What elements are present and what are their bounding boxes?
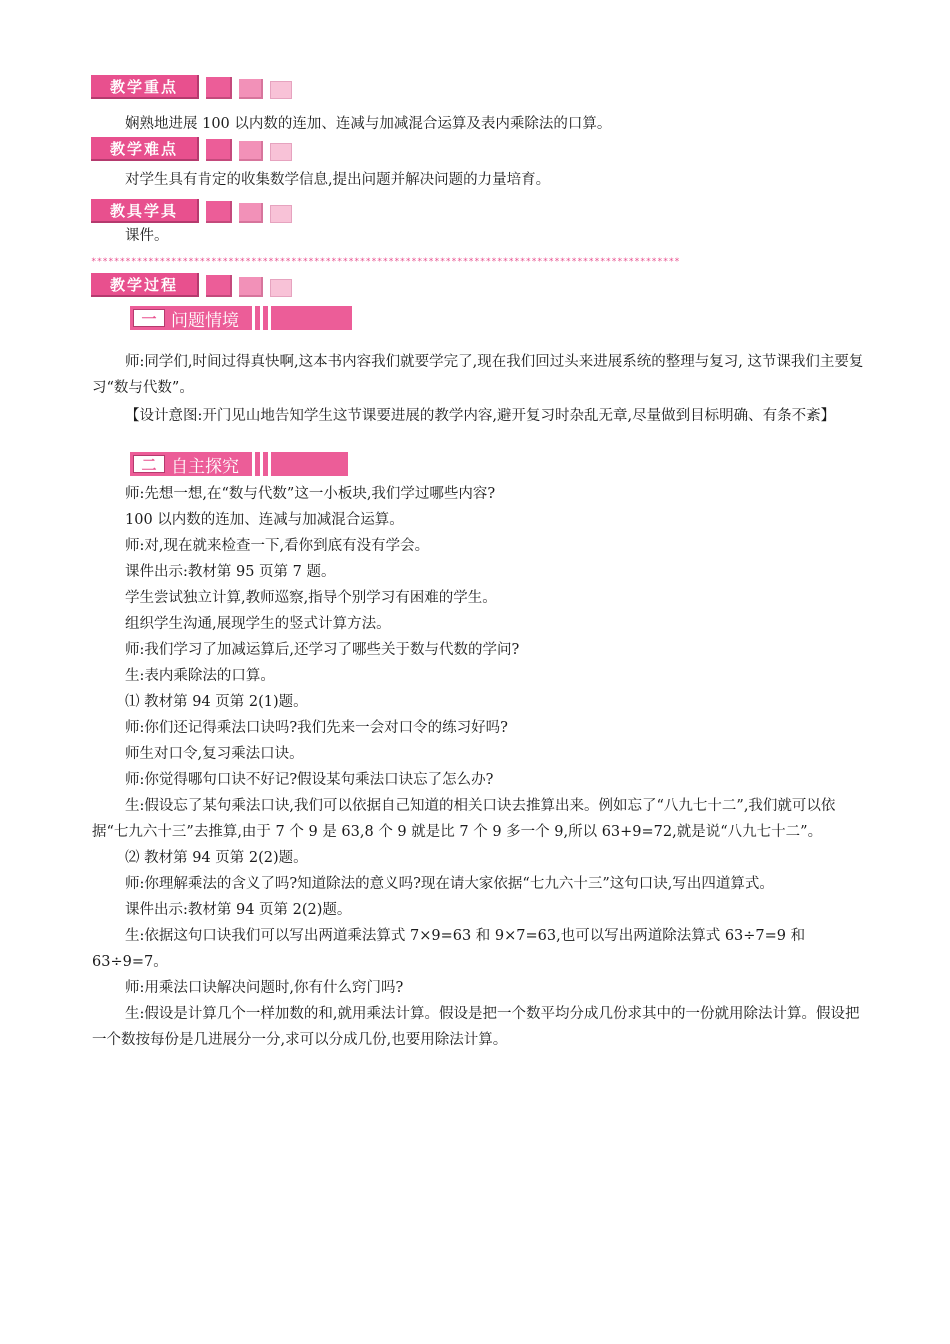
section-header-key-points bbox=[91, 73, 292, 99]
header-square-icon bbox=[239, 277, 263, 297]
header-square-icon bbox=[239, 141, 263, 161]
subheading-title: 自主探究 bbox=[171, 456, 239, 477]
stripes-decoration-icon bbox=[247, 306, 271, 330]
subheading-number: 一 bbox=[133, 309, 165, 327]
section-header-aids bbox=[91, 197, 292, 223]
paragraph: 师:你觉得哪句口诀不好记?假设某句乘法口诀忘了怎么办? bbox=[125, 772, 494, 788]
paragraph: 师生对口令,复习乘法口诀。 bbox=[125, 746, 304, 762]
subheading-self-exploration bbox=[130, 452, 348, 476]
star-divider: ******************************************************************************************************* bbox=[91, 257, 680, 267]
subheading-number: 二 bbox=[133, 455, 165, 473]
paragraph: 师:对,现在就来检查一下,看你到底有没有学会。 bbox=[125, 538, 430, 554]
header-square-icon bbox=[206, 275, 232, 297]
paragraph: 师:你理解乘法的含义了吗?知道除法的意义吗?现在请大家依据“七九六十三”这句口诀,写出四道算式。 bbox=[125, 876, 774, 892]
paragraph: 师:先想一想,在“数与代数”这一小板块,我们学过哪些内容? bbox=[125, 486, 496, 502]
paragraph-group-b bbox=[92, 481, 868, 1053]
stripes-decoration-icon bbox=[247, 452, 271, 476]
header-square-icon bbox=[206, 77, 232, 99]
paragraph: 生:假设是计算几个一样加数的和,就用乘法计算。假设是把一个数平均分成几份求其中的一份就用除法计算。假设把一个数按每份是几进展分一分,求可以分成几份,也要用除法计算。 bbox=[92, 1006, 860, 1048]
paragraph: 师:我们学习了加减运算后,还学习了哪些关于数与代数的学问? bbox=[125, 642, 520, 658]
paragraph: 学生尝试独立计算,教师巡察,指导个别学习有困难的学生。 bbox=[125, 590, 497, 606]
header-square-icon bbox=[270, 81, 292, 99]
paragraph: 师:你们还记得乘法口诀吗?我们先来一会对口令的练习好吗? bbox=[125, 720, 508, 736]
paragraph: 生:假设忘了某句乘法口诀,我们可以依据自己知道的相关口诀去推算出来。例如忘了“八九七十二”,我们就可以依据“七九六十三”去推算,由于 7 个 9 是 63,8 个 9 就是比 7 个 9 多一个 9,所以 63+9=72,就是说“八九七十二”。 bbox=[92, 798, 836, 840]
key-points-text: 娴熟地进展 100 以内数的连加、连减与加减混合运算及表内乘除法的口算。 bbox=[125, 116, 612, 132]
header-square-icon bbox=[270, 205, 292, 223]
paragraph: ⑵ 教材第 94 页第 2(2)题。 bbox=[125, 850, 308, 866]
paragraph: 【设计意图:开门见山地告知学生这节课要进展的教学内容,避开复习时杂乱无章,尽量做到目标明确、有条不紊】 bbox=[125, 408, 836, 424]
paragraph: 师:同学们,时间过得真快啊,这本书内容我们就要学完了,现在我们回过头来进展系统的整理与复习, 这节课我们主要复习“数与代数”。 bbox=[92, 354, 864, 396]
section-header-process bbox=[91, 271, 292, 297]
header-square-icon bbox=[270, 279, 292, 297]
section-label: 教学难点 bbox=[91, 137, 199, 161]
section-header-difficulties bbox=[91, 135, 292, 161]
paragraph: 100 以内数的连加、连减与加减混合运算。 bbox=[125, 512, 404, 528]
header-square-icon bbox=[239, 79, 263, 99]
paragraph: 生:表内乘除法的口算。 bbox=[125, 668, 275, 684]
paragraph: 课件出示:教材第 94 页第 2(2)题。 bbox=[125, 902, 352, 918]
paragraph-group-a bbox=[92, 349, 868, 429]
section-label: 教具学具 bbox=[91, 199, 199, 223]
paragraph: ⑴ 教材第 94 页第 2(1)题。 bbox=[125, 694, 308, 710]
header-square-icon bbox=[239, 203, 263, 223]
subheading-title: 问题情境 bbox=[171, 310, 239, 331]
paragraph: 生:依据这句口诀我们可以写出两道乘法算式 7×9=63 和 9×7=63,也可以写出两道除法算式 63÷7=9 和 63÷9=7。 bbox=[92, 928, 806, 970]
paragraph: 组织学生沟通,展现学生的竖式计算方法。 bbox=[125, 616, 391, 632]
aids-text: 课件。 bbox=[125, 228, 169, 244]
header-square-icon bbox=[206, 139, 232, 161]
difficulties-text: 对学生具有肯定的收集数学信息,提出问题并解决问题的力量培育。 bbox=[125, 172, 551, 188]
subheading-problem-situation bbox=[130, 306, 352, 330]
header-square-icon bbox=[270, 143, 292, 161]
paragraph: 师:用乘法口诀解决问题时,你有什么窍门吗? bbox=[125, 980, 404, 996]
section-label: 教学过程 bbox=[91, 273, 199, 297]
header-square-icon bbox=[206, 201, 232, 223]
paragraph: 课件出示:教材第 95 页第 7 题。 bbox=[125, 564, 336, 580]
section-label: 教学重点 bbox=[91, 75, 199, 99]
